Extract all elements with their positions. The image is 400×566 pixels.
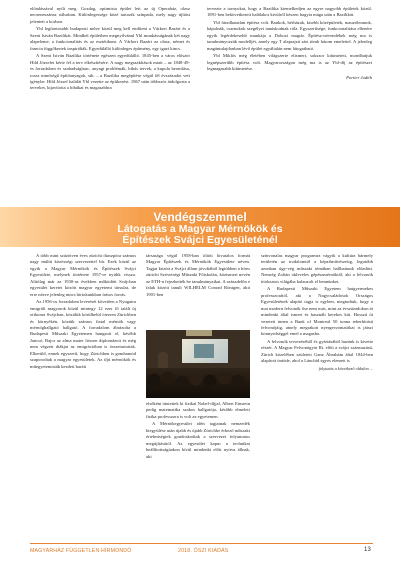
article-column-1: [30, 253, 136, 371]
author-signature: Portier Judith: [346, 74, 372, 80]
lecture-photo: [146, 330, 250, 398]
paragraph: színvonalas magyar programra vágyik a kultúra bármely területén az irodalomtól a képzőművészetig, legutóbb azonban úgy-vég műszaki témában hallhattunk előadást. Nemrég Zoltán okleveles gépészmérnöktől, aki a felvonók titokzatos világába kalauzolt el bennünket.: [261, 253, 373, 284]
paragraph: tervezte a tornyokat, hogy a Bazilika kiemelkedjen az egyre nagyobb épületek közül. 1891-ben bekövetkezett halálakor kivülről készen hagyta mága után a Bazilikát.: [207, 6, 372, 18]
paragraph: előadássával nyílt meg. Gozdag, optimista épület lett az új Operaház, olasz neoreneszánsz stílusban. Különlegessége közé tartozik színpada, mely nagy újítást jelentett a korban.: [30, 6, 190, 24]
article-column-3: [261, 253, 373, 372]
article-column-2-top: [146, 253, 250, 299]
top-right-column: [207, 6, 372, 81]
paragraph: Ybl Miklós még életében világszerte elismert, sokszor kitüntetett, mondhatjuk legnépszerűbb építész volt. Magyarországon még ma is az Ybl-díj az építészet legmagasabb kitüntetése.: [207, 53, 372, 72]
audience: [146, 368, 250, 398]
paragraph: Ybl legfontosabb budapesti műve közül meg kell említeni a Várkert Bazárt és a Szent István Bazilikát. Mindkét épületben megnyilvánul Ybl munkásságának két nagy alapeleme, a funkcionalitás és az esztétikum. A Várkert Bazárt az olasz, német és francia függőkertek inspirálták. Egyedülálló különleges építmény, egy igazi kincs.: [30, 26, 190, 51]
paragraph: Az 1956-os forradalom leverését követően a Nyugatra emigrált magyarok közül mintegy 12 ezer fő talált új otthonra Svájcban, közülük körülbelül ötezren Zürichben és környékén, köztük számos fiatal mérnök vagy mérnöghallgató hallgató. A forradalom ábrázolta a Budapesti Műszaki Egyetemen hangzott el, később Jancsó, Bajor az alma mater frissen diplomázott és még nem végzett diákjai az emigrációban is összetartottak. Elkerülő, ennek egyszerű, hogy Zürichben is gombamód szaporodtak a magyar egyesületek. Az ifjú mérnökök és műegyetemisták kezdeti baráti: [30, 299, 136, 369]
publication-name: MAGYARHÁZ FÜGGETLEN HÍRMONDÓ: [30, 548, 132, 554]
page-number: 13: [364, 547, 372, 553]
paragraph: Ybl fáradhatatlan építész volt. Bankok, bérházak, kisebb középületek, mauzóleumok, kápolnák, csarnokok szegélyei tanúskodnak róla. Egyszerűsége, funkcionalitása ellenére egyik legérdekesebb munkája a Dobozi magtár. Építész-növendékek még ma is tanulmányozzák modelljét, amely egy T alaprajzú zárt tömb három emelettel. A jelenleg magántulajdonban lévő épület egyáltalán nem látogatható.: [207, 19, 372, 51]
paragraph: A több mint százötven éves zürichi diaszpóra számos nagy múltú közösségi szervezettel bír. Ezek közül az egyik a Magyar Mérnökök és Építészek Svájci Egyesülete, melynek története 1957-re nyúlik vissza. Alitólag már az 1930-as években működött Svájcban egyesület keretei között magyar egyetemi társulat, de erre nézve jelenleg nincs birtokunkban írásos forrás.: [30, 253, 136, 297]
continued-note: folytatás a következő oldalon ...: [318, 365, 373, 371]
article-column-2-bottom: [146, 401, 250, 461]
paragraph: társasága végül 1958-ban öltött hivatalos formát Magyar Építészek és Mérnökök Egyesülete néven. Tagjai között a Svájci állam jóvoltából legtöbben a híres zürichi Szövetségi Műszaki Főiskolán, közismert nevén az ETH-n fejezhették be tanulmányaikat. A századelőn e falak között tanult WILHELM Conrad Röntgen, akit 1901-ben: [146, 253, 250, 297]
footer-rule: [30, 543, 373, 544]
projection-screen: [182, 339, 228, 363]
edition-label: 2018. ŐSZI KIADÁS: [178, 548, 229, 554]
banner-title: Vendégszemmel: [153, 210, 247, 224]
top-left-column: [30, 6, 190, 93]
ceiling-light: [186, 330, 212, 336]
page-footer: [0, 540, 400, 566]
paragraph: A Szent István Bazilika története egészen egyedülálló. 1845-ben a város először Hild Józsefet kérte fel a terv elkészítésére. A nagy megszakítások miatt – az 1848-49-es forradalom és szabadságharc, anyagi problémák, hibás tervek, a kupola beomlása, rossz minőségű építőanyagok, stb. – a Bazilika megépítése végül fél évszázadot vett igénybe. Hild József halálát Ybl vezette az építkezést. 1867 után többször átdolgozta a terveket, kijavította a hibákat és magasabbra: [30, 53, 190, 91]
paragraph: A Mérnökegyesület idén tagjainak nemzedék kiegyülése után újabb és újabb Zürichbe érkező műszaki értelmiségiek gondoskodtak a szervezet folyamatos megújításáról. Az egyesület kapui a technikai beállítottságúakon kívül mindenki előtt nyitva állnak, aki: [146, 421, 250, 459]
paragraph: A Budapesti Műszaki Egyetem hatgyermekes professzorától, aki a Nagycsaládosok Országos Egyesületének alapító tagja is egyben, megtudtuk, hogy a mai modern felvonók őse nem más, mint az évszázadokon át mindenki által ismert és használt kerekes kút. Hosszú út vezetett innen a Bank of Montreal 50 tonna teherbírású felvonójáig, amely megrakott nyergesvontatókat is játszi könnyedséggel emel a magasba.: [261, 286, 373, 337]
banner-subtitle: Látogatás a Magyar Mérnökök és Építészek Svájci Egyesületénél: [117, 223, 283, 246]
paragraph: A felvonók tervezéséből és gyártásából hazánk is kivette részét. A Magyar Felvonógyár Rt. előtt a svájci származású, Zürich közelében született Ganz Ábrahám által 1844-ben alapított öntöde, ahol a Lánchíd egyes elemeit is: [261, 338, 373, 364]
paragraph: elsőként tüntettek ki fizikai Nobel-díjjal, Albert Einstein pedig matematika szakos hallgatója, később elmeleti fizika professzora is volt az egyetemen.: [146, 401, 250, 419]
